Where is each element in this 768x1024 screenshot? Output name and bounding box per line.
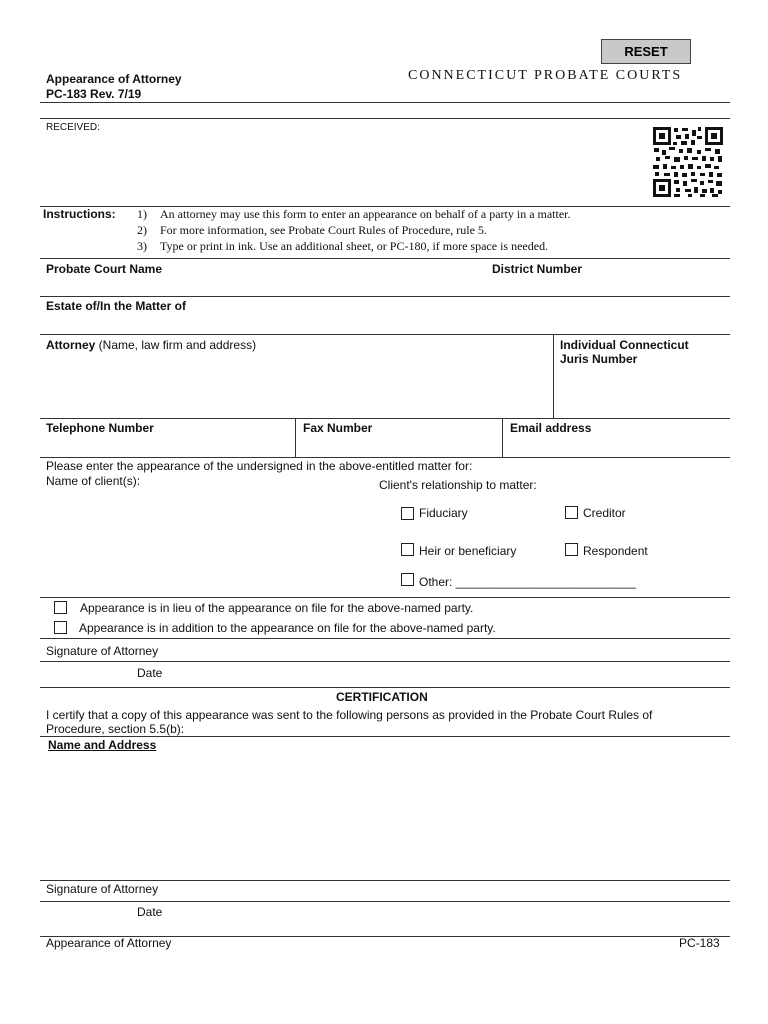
respondent-checkbox[interactable] — [565, 543, 578, 556]
other-checkbox[interactable] — [401, 573, 414, 586]
client-names-field[interactable]: Name of client(s): — [46, 474, 141, 488]
court-name: CONNECTICUT PROBATE COURTS — [408, 68, 683, 83]
other-field[interactable]: Other: ___________________________ — [419, 575, 636, 589]
heir-checkbox[interactable] — [401, 543, 414, 556]
juris-number-label-line2: Juris Number — [560, 352, 638, 366]
district-number-field[interactable]: District Number — [492, 262, 583, 276]
in-addition-label: Appearance is in addition to the appearance on file for the above-named party. — [79, 621, 496, 635]
court-row-line — [40, 258, 730, 259]
relationship-label: Client's relationship to matter: — [379, 478, 537, 492]
respondent-label: Respondent — [583, 544, 648, 558]
header-divider — [40, 102, 730, 103]
phone-row-line — [40, 418, 730, 419]
certification-title: CERTIFICATION — [336, 690, 428, 704]
creditor-label: Creditor — [583, 506, 626, 520]
date-row-line — [40, 661, 730, 662]
appearance-intro: Please enter the appearance of the undersigned in the above-entitled matter for: — [46, 459, 473, 473]
date2-field[interactable]: Date — [137, 905, 163, 919]
instruction-number: 1) — [137, 207, 147, 221]
in-addition-checkbox[interactable] — [54, 621, 67, 634]
date-field[interactable]: Date — [137, 666, 163, 680]
attorney-label-detail: (Name, law firm and address) — [95, 338, 257, 352]
lieu-row-line — [40, 597, 730, 598]
reset-button[interactable]: RESET — [601, 39, 691, 64]
instructions-label: Instructions: — [43, 207, 116, 221]
signature-field[interactable]: Signature of Attorney — [46, 644, 159, 658]
telephone-field[interactable]: Telephone Number — [46, 421, 154, 435]
form-number: PC-183 Rev. 7/19 — [46, 87, 142, 101]
certification-text-line2: Procedure, section 5.5(b): — [46, 722, 185, 736]
received-top-line — [40, 118, 730, 119]
instruction-text: Type or print in ink. Use an additional sheet, or PC-180, if more space is needed. — [160, 239, 549, 253]
footer-form-number: PC-183 — [679, 936, 720, 950]
estate-row-line — [40, 296, 730, 297]
in-lieu-checkbox[interactable] — [54, 601, 67, 614]
attorney-label-bold: Attorney — [46, 338, 96, 352]
appearance-row-line — [40, 457, 730, 458]
received-label: RECEIVED: — [46, 122, 100, 133]
certification-text: I certify that a copy of this appearance was sent to the following persons as provided in the Probate Court Rules of — [46, 708, 653, 722]
phone-fax-divider — [295, 418, 296, 458]
signature2-field[interactable]: Signature of Attorney — [46, 882, 159, 896]
fax-email-divider — [502, 418, 503, 458]
form-title: Appearance of Attorney — [46, 72, 182, 86]
creditor-checkbox[interactable] — [565, 506, 578, 519]
heir-label: Heir or beneficiary — [419, 544, 517, 558]
in-lieu-label: Appearance is in lieu of the appearance on file for the above-named party. — [80, 601, 474, 615]
fiduciary-label: Fiduciary — [419, 506, 468, 520]
instruction-text: For more information, see Probate Court Rules of Procedure, rule 5. — [160, 223, 487, 237]
qr-code-icon — [652, 126, 724, 198]
instruction-number: 2) — [137, 223, 147, 237]
instruction-number: 3) — [137, 239, 147, 253]
name-and-address-field[interactable]: Name and Address — [48, 738, 157, 752]
date2-row-line — [40, 901, 730, 902]
juris-number-field[interactable]: Individual Connecticut — [560, 338, 689, 352]
probate-court-name-field[interactable]: Probate Court Name — [46, 262, 163, 276]
fiduciary-checkbox[interactable] — [401, 507, 414, 520]
attorney-row-line — [40, 334, 730, 335]
certification-top-line — [40, 687, 730, 688]
instruction-text: An attorney may use this form to enter an appearance on behalf of a party in a matter. — [160, 207, 571, 221]
signature2-row-line — [40, 880, 730, 881]
estate-of-field[interactable]: Estate of/In the Matter of — [46, 299, 187, 313]
signature-row-line — [40, 638, 730, 639]
footer-title: Appearance of Attorney — [46, 936, 172, 950]
name-address-line — [40, 736, 730, 737]
fax-field[interactable]: Fax Number — [303, 421, 373, 435]
email-field[interactable]: Email address — [510, 421, 592, 435]
attorney-field[interactable] — [46, 338, 256, 352]
attorney-juris-divider — [553, 334, 554, 418]
